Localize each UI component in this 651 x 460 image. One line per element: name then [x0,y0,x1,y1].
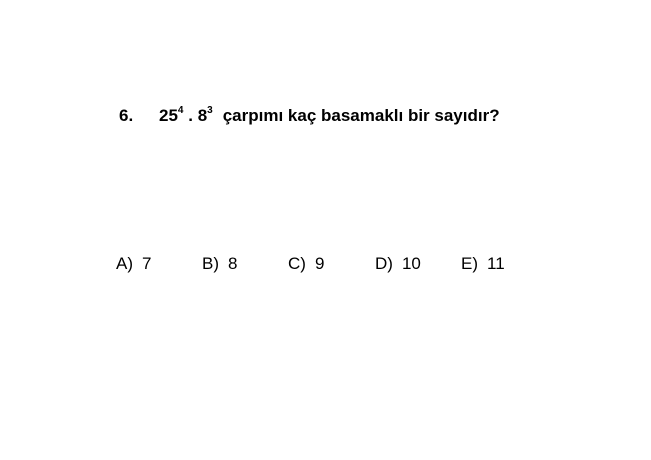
option-e[interactable] [461,252,505,276]
option-value: 9 [314,254,325,273]
option-value: 8 [228,254,238,273]
option-value: 11 [487,254,505,273]
question-expression [159,106,213,125]
option-value: 7 [142,254,152,273]
option-a[interactable] [116,252,151,276]
operator: . [188,106,193,125]
option-letter: A) [116,254,133,273]
base-2: 8 [197,106,208,125]
option-letter: D) [375,254,393,273]
option-b[interactable] [202,252,237,276]
option-letter: E) [461,254,478,273]
exponent-1: 4 [177,105,184,116]
option-letter: C) [288,254,306,273]
option-c[interactable] [288,252,324,276]
option-d[interactable] [375,252,421,276]
exponent-2: 3 [207,105,213,116]
question-text: çarpımı kaç basamaklı bir sayıdır? [222,106,500,125]
question [119,104,500,131]
base-1: 25 [159,106,178,125]
question-number: 6. [119,106,134,125]
option-letter: B) [202,254,219,273]
option-value: 10 [401,254,421,273]
